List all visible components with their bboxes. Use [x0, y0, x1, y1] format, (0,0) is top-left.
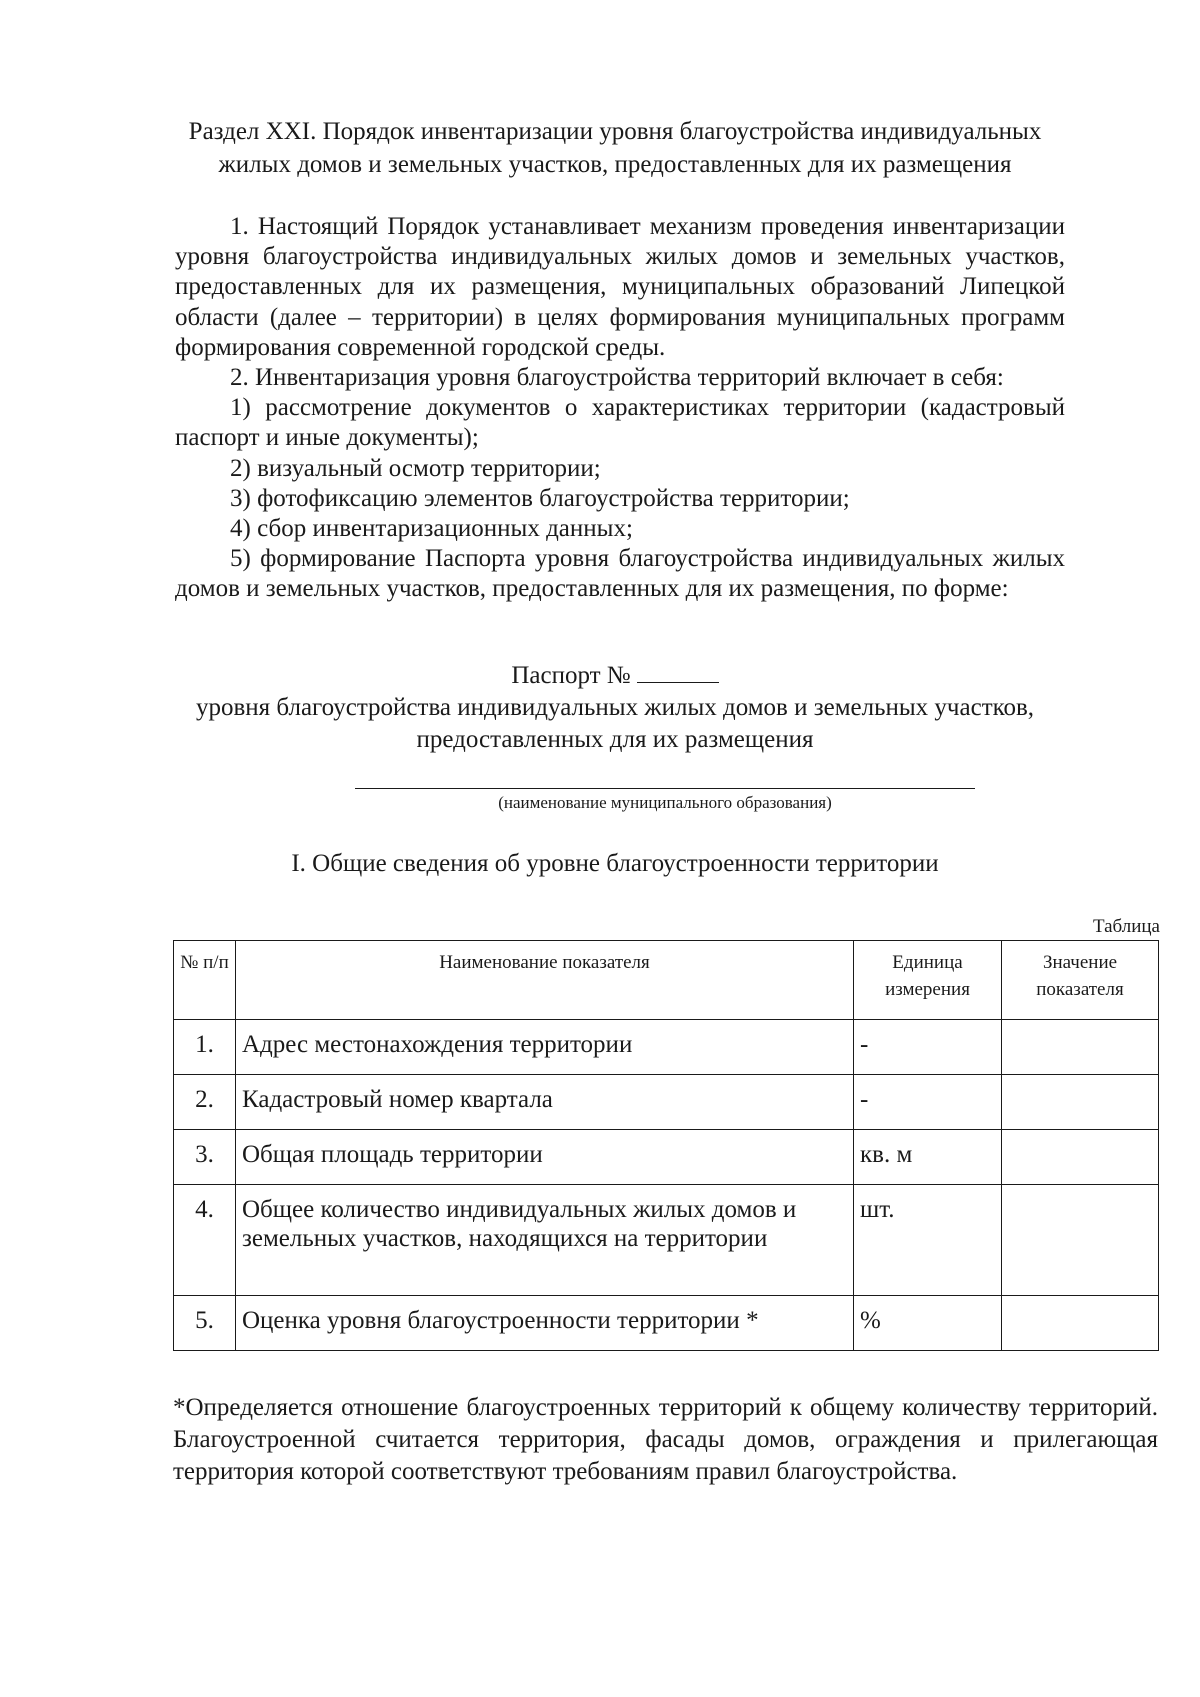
row-unit: кв. м	[854, 1130, 1002, 1185]
passport-subtitle-line-1: уровня благоустройства индивидуальных жилых домов и земельных участков,	[195, 694, 1035, 721]
footnote: *Определяется отношение благоустроенных территорий к общему количеству территорий. Благоустроенной считается территория, фасады домов, ограждения и прилегающая территория которой соответствуют требованиям правил благоустройства.	[173, 1394, 1158, 1485]
row-num: 4.	[174, 1185, 236, 1296]
passport-title	[160, 660, 1070, 692]
table-row	[174, 1185, 1159, 1296]
header-value: Значение показателя	[1002, 941, 1159, 1020]
table-row	[174, 1296, 1159, 1351]
section-title-line-1: Раздел XXI. Порядок инвентаризации уровня благоустройства индивидуальных	[188, 118, 1042, 145]
row-num: 5.	[174, 1296, 236, 1351]
passport-heading	[160, 660, 1070, 756]
table-header-row	[174, 941, 1159, 1020]
row-unit: шт.	[854, 1185, 1002, 1296]
header-name: Наименование показателя	[236, 941, 854, 1020]
row-value[interactable]	[1002, 1296, 1159, 1351]
list-item-5: 5) формирование Паспорта уровня благоустройства индивидуальных жилых домов и земельных участков, предоставленных для их размещения, по форме:	[175, 545, 1065, 603]
section-title-line-2: жилых домов и земельных участков, предоставленных для их размещения	[218, 151, 1012, 178]
row-value[interactable]	[1002, 1130, 1159, 1185]
row-unit: %	[854, 1296, 1002, 1351]
municipality-caption: (наименование муниципального образования)	[498, 793, 832, 812]
list-item-3: 3) фотофиксацию элементов благоустройства территории;	[230, 484, 850, 512]
row-num: 1.	[174, 1020, 236, 1075]
indicators-table	[173, 940, 1159, 1351]
passport-title-text: Паспорт №	[511, 662, 631, 689]
table-row	[174, 1020, 1159, 1075]
header-num: № п/п	[174, 941, 236, 1020]
row-value[interactable]	[1002, 1185, 1159, 1296]
row-name: Кадастровый номер квартала	[236, 1075, 854, 1130]
table-caption: Таблица	[1092, 916, 1160, 937]
row-value[interactable]	[1002, 1020, 1159, 1075]
municipality-name-field[interactable]	[355, 788, 975, 789]
row-name: Оценка уровня благоустроенности территории *	[236, 1296, 854, 1351]
row-name: Адрес местонахождения территории	[236, 1020, 854, 1075]
paragraph-2: 2. Инвентаризация уровня благоустройства территорий включает в себя:	[230, 364, 1004, 392]
list-item-2: 2) визуальный осмотр территории;	[230, 454, 601, 482]
passport-subtitle-line-2: предоставленных для их размещения	[416, 726, 814, 753]
table-row	[174, 1075, 1159, 1130]
row-name: Общая площадь территории	[236, 1130, 854, 1185]
table-row	[174, 1130, 1159, 1185]
row-num: 2.	[174, 1075, 236, 1130]
header-unit: Единица измерения	[854, 941, 1002, 1020]
row-num: 3.	[174, 1130, 236, 1185]
passport-number-field[interactable]	[637, 662, 719, 683]
row-unit: -	[854, 1020, 1002, 1075]
list-item-4: 4) сбор инвентаризационных данных;	[230, 515, 633, 543]
part-title: I. Общие сведения об уровне благоустроенности территории	[291, 850, 939, 877]
section-title	[160, 115, 1070, 181]
paragraph-1: 1. Настоящий Порядок устанавливает механизм проведения инвентаризации уровня благоустройства индивидуальных жилых домов и земельных участков, предоставленных для их размещения, муниципальных образований Липецкой области (далее – территории) в целях формирования муниципальных программ формирования современной городской среды.	[175, 213, 1065, 361]
row-value[interactable]	[1002, 1075, 1159, 1130]
row-unit: -	[854, 1075, 1002, 1130]
row-name: Общее количество индивидуальных жилых домов и земельных участков, находящихся на территории	[236, 1185, 854, 1296]
list-item-1: 1) рассмотрение документов о характеристиках территории (кадастровый паспорт и иные документы);	[175, 394, 1065, 452]
body-text	[175, 212, 1065, 605]
